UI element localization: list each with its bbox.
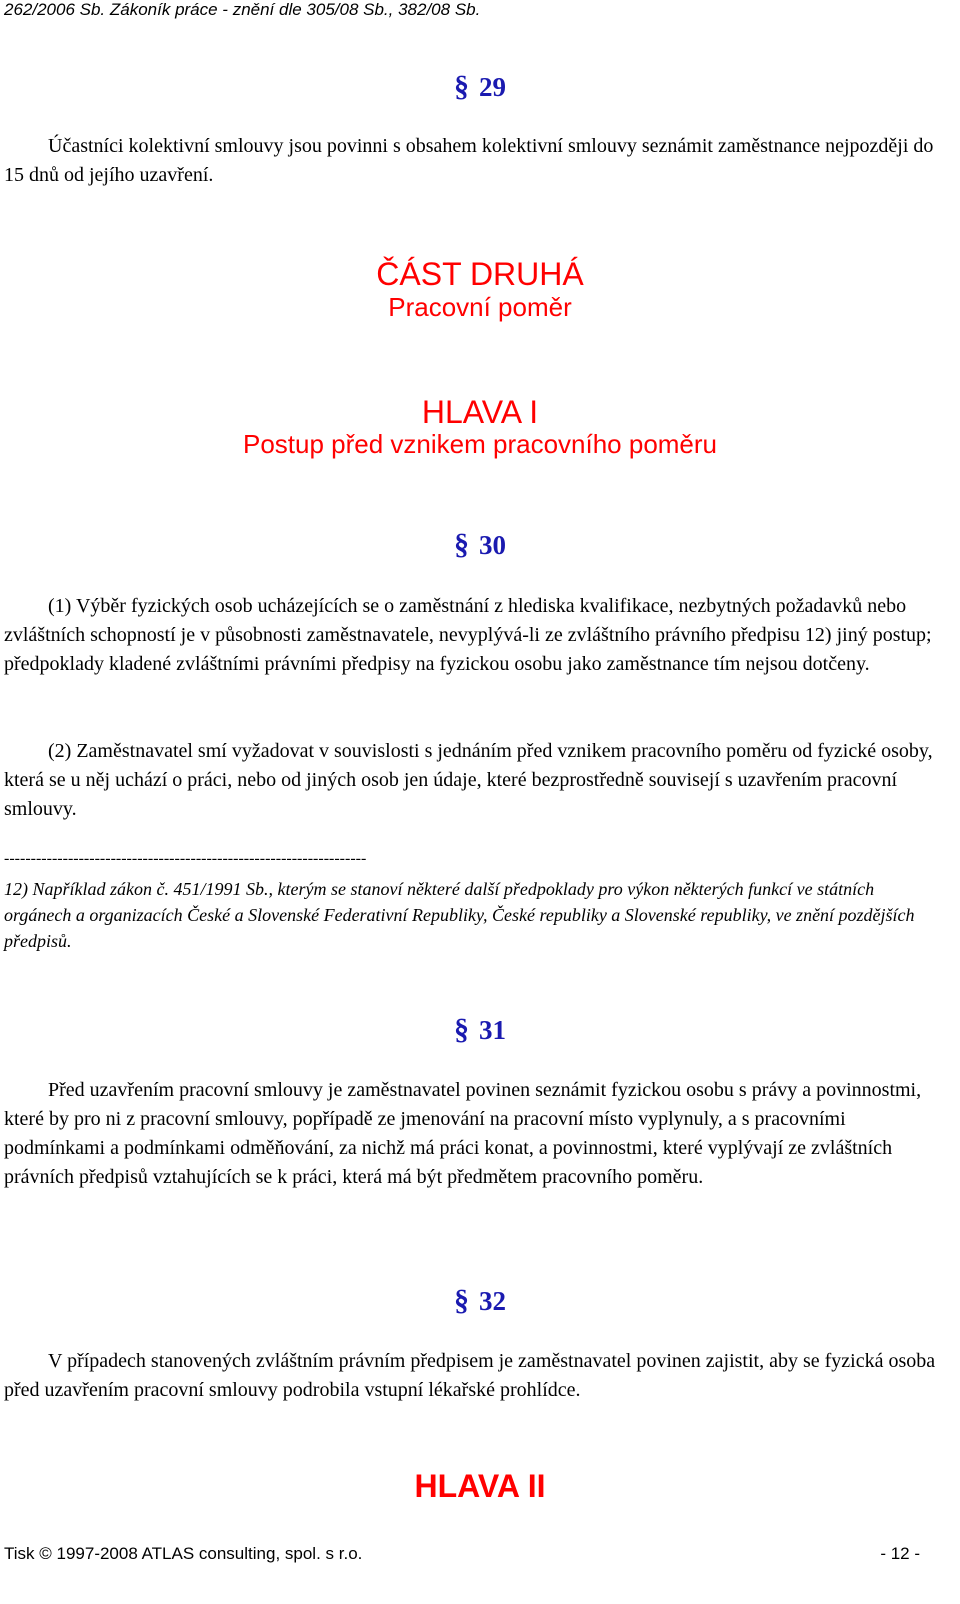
part-title: ČÁST DRUHÁ — [376, 256, 584, 292]
section-heading-30 — [0, 528, 960, 562]
section-heading-31 — [0, 1013, 960, 1047]
chapter-title: HLAVA I — [421, 394, 539, 430]
section-number: 31 — [479, 1015, 506, 1045]
document-header: 262/2006 Sb. Zákoník práce - znění dle 305/08 Sb., 382/08 Sb. — [4, 0, 481, 19]
paragraph-sign: § — [454, 70, 469, 103]
footnote-text: 12) Například zákon č. 451/1991 Sb., kterým se stanoví některé další předpoklady pro výkon některých funkcí ve státních orgánech a organizacích České a Slovenské Federativní Republiky, České republiky a Slovenské republiky, ve znění pozdějších předpisů. — [4, 879, 915, 951]
paragraph-sign: § — [454, 528, 469, 561]
section-30-paragraph-2: (2) Zaměstnavatel smí vyžadovat v souvislosti s jednáním před vznikem pracovního poměru od fyzické osoby, která se u něj uchází o práci, nebo od jiných osob jen údaje, které bezprostředně souvisejí s uzavřením pracovní smlouvy. — [4, 740, 933, 820]
section-number: 32 — [479, 1286, 506, 1316]
section-32-text: V případech stanovených zvláštním právním předpisem je zaměstnavatel povinen zajistit, aby se fyzická osoba před uzavřením pracovní smlouvy podrobila vstupní lékařské prohlídce. — [4, 1350, 936, 1401]
section-number: 29 — [479, 72, 506, 102]
part-subtitle: Pracovní poměr — [388, 292, 572, 322]
section-number: 30 — [479, 530, 506, 560]
page-footer — [4, 1544, 920, 1564]
section-heading-32 — [0, 1284, 960, 1318]
paragraph-sign: § — [454, 1013, 469, 1046]
footer-copyright: Tisk © 1997-2008 ATLAS consulting, spol. s r.o. — [4, 1544, 363, 1563]
chapter-2-title: HLAVA II — [414, 1468, 546, 1504]
section-29-text: Účastníci kolektivní smlouvy jsou povinni s obsahem kolektivní smlouvy seznámit zaměstnance nejpozději do 15 dnů od jejího uzavření. — [4, 135, 934, 186]
page-number: - 12 - — [880, 1544, 920, 1563]
footnote-divider: -------------------------------------------------------------------- — [4, 850, 367, 867]
chapter-subtitle: Postup před vznikem pracovního poměru — [242, 429, 718, 459]
paragraph-sign: § — [454, 1284, 469, 1317]
section-heading-29 — [0, 70, 960, 104]
section-30-paragraph-1: (1) Výběr fyzických osob ucházejících se o zaměstnání z hlediska kvalifikace, nezbytných požadavků nebo zvláštních schopností je v působnosti zaměstnavatele, nevyplývá-li ze zvláštního právního předpisu 12) jiný postup; předpoklady kladené zvláštními právními předpisy na fyzickou osobu jako zaměstnance tím nejsou dotčeny. — [4, 595, 932, 675]
section-31-text: Před uzavřením pracovní smlouvy je zaměstnavatel povinen seznámit fyzickou osobu s právy a povinnostmi, které by pro ni z pracovní smlouvy, popřípadě ze jmenování na pracovní místo vyplynuly, a s pracovními podmínkami a podmínkami odměňování, za nichž má práci konat, a povinnostmi, které vyplývají ze zvláštních právních předpisů vztahujících se k práci, která má být předmětem pracovního poměru. — [4, 1079, 922, 1188]
